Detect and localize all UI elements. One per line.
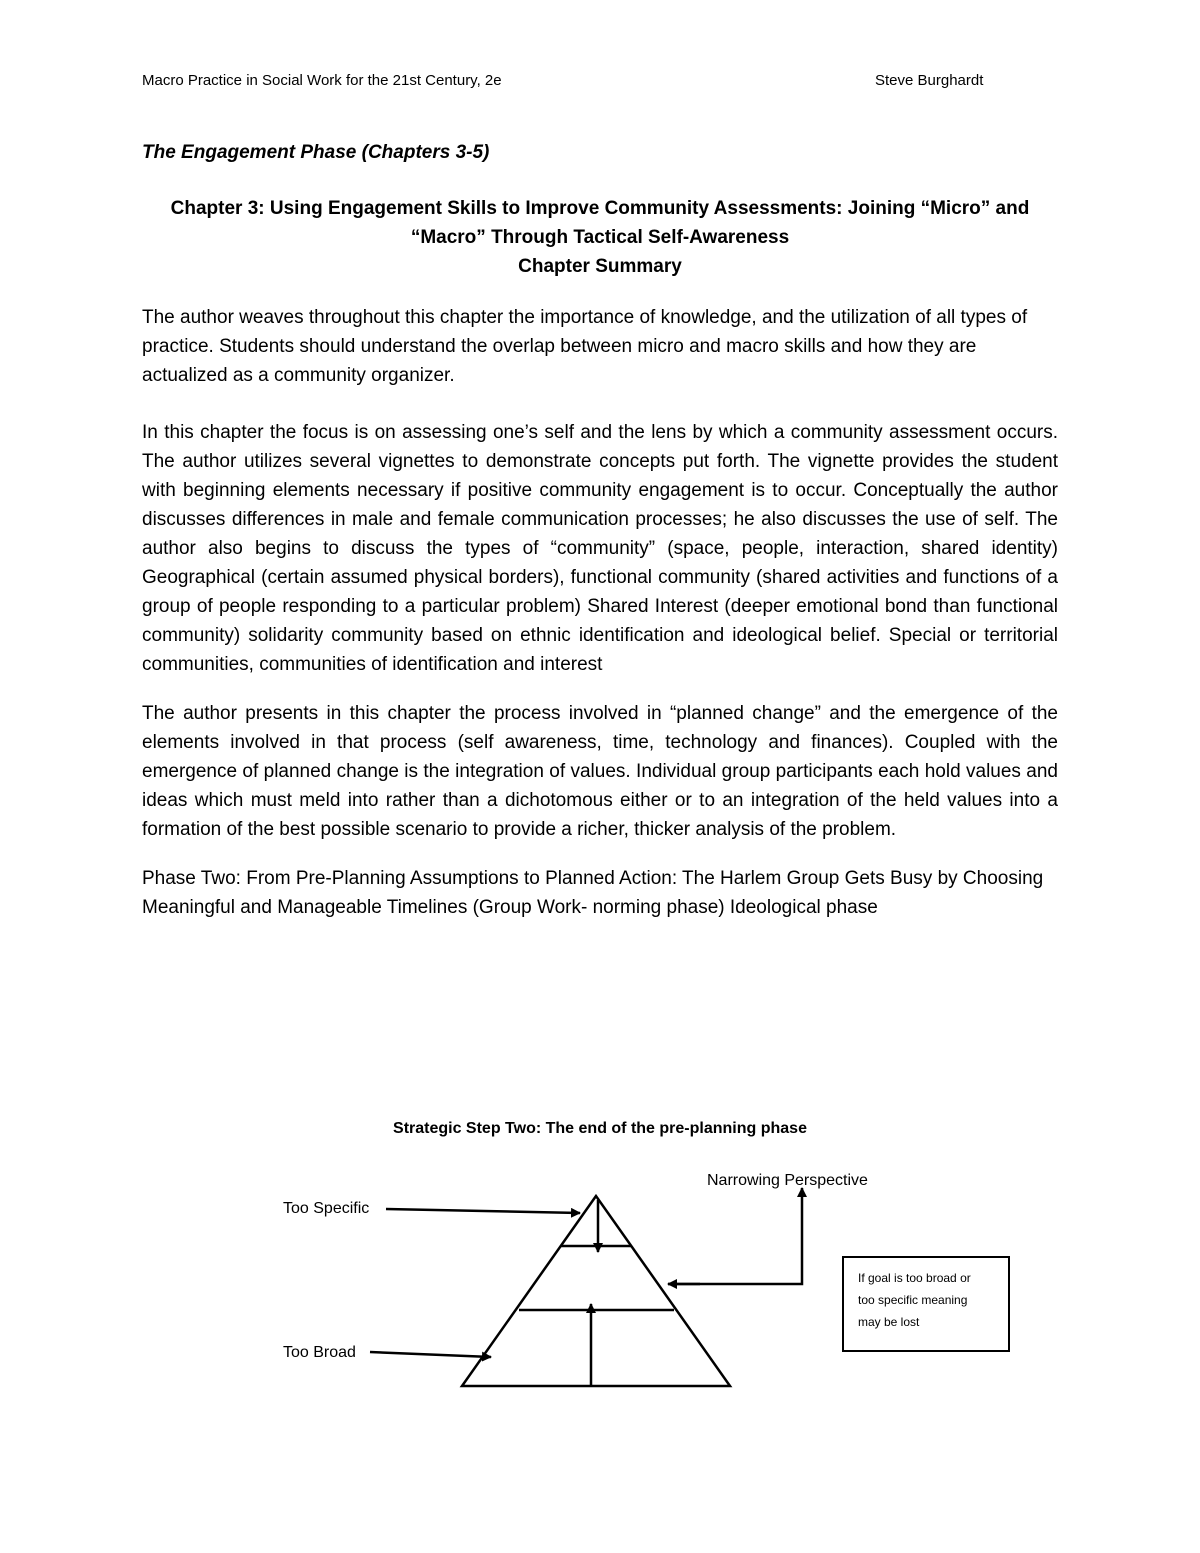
note-line-1: If goal is too broad or — [858, 1271, 971, 1285]
paragraph-planned-change: The author presents in this chapter the process involved in “planned change” and the emergence of the elements involved in that process (self awareness, time, technology and finances). Coupled with the emergence of planned change is the integration of values. Individual group participants each hold values and ideas which must meld into rather than a dichotomous either or to an integration of the held values into a formation of the best possible scenario to provide a richer, thicker analysis of the problem. — [142, 703, 1058, 840]
chapter-title-line-2: “Macro” Through Tactical Self-Awareness — [410, 227, 790, 248]
paragraph-intro: The author weaves throughout this chapter the importance of knowledge, and the utilization of all types of practice. Students should understand the overlap between micro and macro skills and how they are actualized as a community organizer. — [142, 307, 1028, 386]
paragraph-community: In this chapter the focus is on assessing one’s self and the lens by which a community assessment occurs. The author utilizes several vignettes to demonstrate concepts put forth. The vignette provides the student with beginning elements necessary if positive community engagement is to occur. Conceptually the author discusses differences in male and female communication processes; he also discusses the use of self. The author also begins to discuss the types of “community” (space, people, interaction, shared identity) Geographical (certain assumed physical borders), functional community (shared activities and functions of a group of people responding to a particular problem) Shared Interest (deeper emotional bond than functional community) solidarity community based on ethnic identification and ideological belief. Special or territorial communities, communities of identification and interest — [142, 422, 1058, 675]
chapter-subtitle: Chapter Summary — [518, 256, 682, 277]
running-header-book-title: Macro Practice in Social Work for the 21st Century, 2e — [142, 72, 502, 89]
paragraph-phase-two: Phase Two: From Pre-Planning Assumptions to Planned Action: The Harlem Group Gets Busy by Choosing Meaningful and Manageable Timelines (Group Work- norming phase) Ideological phase — [142, 868, 1044, 918]
label-too-specific: Too Specific — [283, 1200, 370, 1217]
pyramid-outline — [462, 1196, 730, 1386]
arrow-narrowing-perspective — [668, 1188, 802, 1284]
arrow-too-specific — [386, 1209, 580, 1213]
chapter-title-line-1: Chapter 3: Using Engagement Skills to Improve Community Assessments: Joining “Micro” and — [170, 198, 1030, 219]
diagram-title: Strategic Step Two: The end of the pre-planning phase — [393, 1120, 807, 1137]
label-too-broad: Too Broad — [283, 1344, 356, 1361]
note-box — [842, 1256, 1010, 1352]
note-line-2: too specific meaning — [858, 1293, 968, 1307]
part-title: The Engagement Phase (Chapters 3-5) — [142, 142, 490, 163]
note-line-3: may be lost — [858, 1315, 920, 1329]
running-header-author: Steve Burghardt — [875, 72, 984, 89]
label-narrowing-perspective: Narrowing Perspective — [707, 1172, 868, 1189]
arrow-too-broad — [370, 1352, 491, 1357]
